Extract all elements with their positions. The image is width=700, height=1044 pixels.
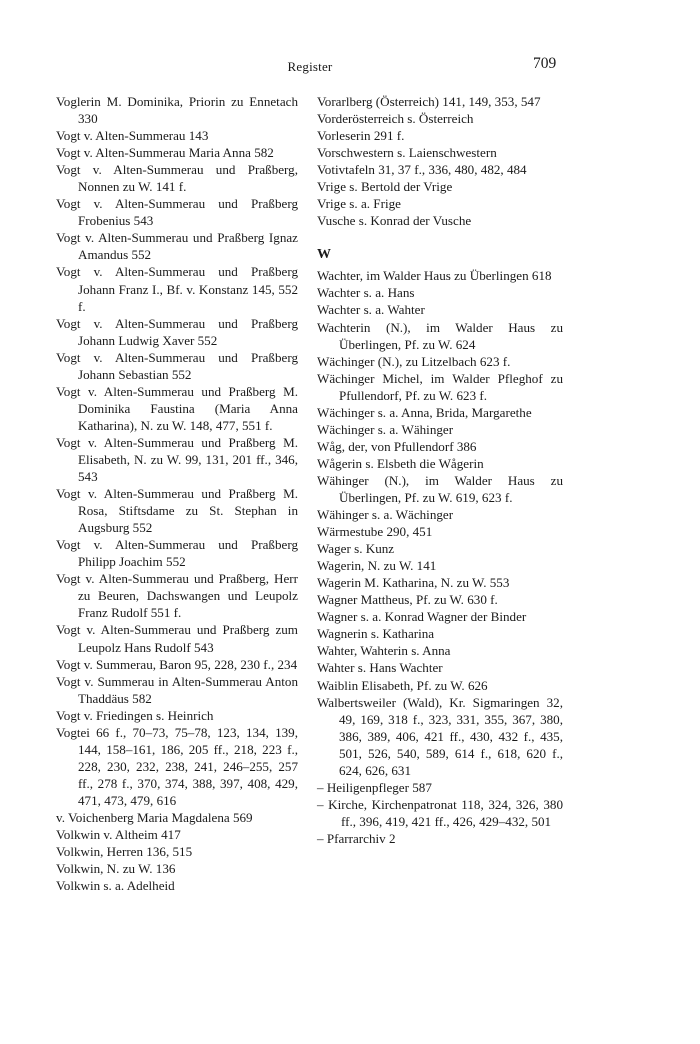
index-entry: Wahter s. Hans Wachter [317,660,443,676]
index-entry: Vogt v. Summerau, Baron 95, 228, 230 f., 234 [56,656,298,672]
index-entry: Wachter, im Walder Haus zu Überlingen 618 [317,268,552,284]
index-entry: Wächinger s. a. Anna, Brida, Margarethe [317,404,532,420]
index-entry: v. Voichenberg Maria Magdalena 569 [56,809,253,825]
index-entry: Walbertsweiler (Wald), Kr. Sigmaringen 32, 49, 169, 318 f., 323, 331, 355, 367, 380, 386, 389, 406, 421 ff., 430, 432 f., 435, 501, 526, 540, 589, 614 f., 618, 620 f., 624, 626, 631 [317,694,563,778]
index-entry: Volkwin, Herren 136, 515 [56,844,193,860]
index-entry: Vogt v. Alten-Summerau und Praßberg Johann Franz I., Bf. v. Konstanz 145, 552 f. [56,264,298,314]
index-entry: Vorarlberg (Österreich) 141, 149, 353, 547 [317,94,541,109]
index-entry: Wähinger (N.), im Walder Haus zu Überlingen, Pf. zu W. 619, 623 f. [317,472,563,505]
index-entry: Wagerin M. Katharina, N. zu W. 553 [317,575,510,591]
index-entry: Vogtei 66 f., 70–73, 75–78, 123, 134, 139, 144, 158–161, 186, 205 ff., 218, 223 f., 228, 230, 232, 238, 241, 246–255, 257 ff., 278 f., 370, 374, 388, 397, 408, 429, 471, 473, 479, 616 [56,724,298,808]
index-entry: Wagerin, N. zu W. 141 [317,558,437,574]
index-subentry: – Heiligenpfleger 587 [317,779,432,795]
index-entry: Vogt v. Alten-Summerau und Praßberg Philipp Joachim 552 [56,537,298,570]
index-entry: Wachterin (N.), im Walder Haus zu Überlingen, Pf. zu W. 624 [317,319,563,352]
running-header-title: Register [287,59,333,74]
index-entry: Vusche s. Konrad der Vusche [317,213,472,229]
page-number: 709 [533,55,557,72]
index-entry: Vrige s. a. Frige [317,196,401,212]
index-entry: Vorleserin 291 f. [317,128,405,144]
section-letter-heading: W [317,247,331,263]
index-entry: Wagner Mattheus, Pf. zu W. 630 f. [317,592,498,608]
index-entry: Wähinger s. a. Wächinger [317,507,454,523]
index-entry: Wächinger (N.), zu Litzelbach 623 f. [317,353,511,369]
index-entry: Vrige s. Bertold der Vrige [317,179,453,195]
index-entry: Vogt v. Alten-Summerau und Praßberg Frobenius 543 [56,196,298,229]
index-entry: Vogt v. Alten-Summerau und Praßberg Ignaz Amandus 552 [56,230,298,263]
index-column-left [56,93,298,894]
index-column-right [317,93,563,847]
index-entry: Vogt v. Alten-Summerau Maria Anna 582 [56,145,274,161]
index-entry: Wagnerin s. Katharina [317,626,435,642]
index-entry: Vorderösterreich s. Österreich [317,111,474,127]
index-entry: Wächinger Michel, im Walder Pfleghof zu Pfullendorf, Pf. zu W. 623 f. [317,370,563,403]
index-entry: Wåg, der, von Pfullendorf 386 [317,438,477,454]
index-entry: Volkwin, N. zu W. 136 [56,861,176,877]
index-entry: Vogt v. Alten-Summerau und Praßberg zum Leupolz Hans Rudolf 543 [56,622,298,655]
index-entry: Wager s. Kunz [317,541,395,557]
index-entry: Vogt v. Summerau in Alten-Summerau Anton Thaddäus 582 [56,673,298,706]
index-entry: Vogt v. Alten-Summerau und Praßberg, Herr zu Beuren, Dachswangen und Leupolz Franz Rudolf 551 f. [56,571,298,621]
index-entry: Waiblin Elisabeth, Pf. zu W. 626 [317,677,488,693]
index-entry: Vogt v. Alten-Summerau und Praßberg Johann Sebastian 552 [56,349,298,382]
index-entry: Voglerin M. Dominika, Priorin zu Ennetach 330 [56,94,298,127]
index-entry: Wächinger s. a. Wähinger [317,421,454,437]
index-entry: Vogt v. Alten-Summerau und Praßberg Johann Ludwig Xaver 552 [56,315,298,348]
index-subentry: – Pfarrarchiv 2 [317,830,396,846]
index-entry: Wagner s. a. Konrad Wagner der Binder [317,609,527,625]
index-entry: Vorschwestern s. Laienschwestern [317,145,497,161]
index-entry: Wärmestube 290, 451 [317,524,433,540]
index-entry: Vogt v. Alten-Summerau 143 [56,128,209,144]
index-entry: Vogt v. Alten-Summerau und Praßberg, Nonnen zu W. 141 f. [56,162,298,195]
index-entry: Vogt v. Alten-Summerau und Praßberg M. Rosa, Stiftsdame zu St. Stephan in Augsburg 552 [56,486,298,536]
index-entry: Wågerin s. Elsbeth die Wågerin [317,455,484,471]
index-entry: Vogt v. Alten-Summerau und Praßberg M. Dominika Faustina (Maria Anna Katharina), N. zu W. 148, 477, 551 f. [56,383,298,433]
index-entry: Wachter s. a. Hans [317,285,415,301]
index-entry: Volkwin s. a. Adelheid [56,878,175,894]
index-entry: Volkwin v. Altheim 417 [56,827,181,843]
index-entry: Vogt v. Alten-Summerau und Praßberg M. Elisabeth, N. zu W. 99, 131, 201 ff., 346, 543 [56,434,298,485]
index-entry: Wahter, Wahterin s. Anna [317,643,451,659]
index-entry: Wachter s. a. Wahter [317,302,425,318]
index-subentry: – Kirche, Kirchenpatronat 118, 324, 326, 380 ff., 396, 419, 421 ff., 426, 429–432, 501 [317,796,563,829]
index-entry: Votivtafeln 31, 37 f., 336, 480, 482, 484 [317,162,527,178]
index-entry: Vogt v. Friedingen s. Heinrich [56,707,214,723]
